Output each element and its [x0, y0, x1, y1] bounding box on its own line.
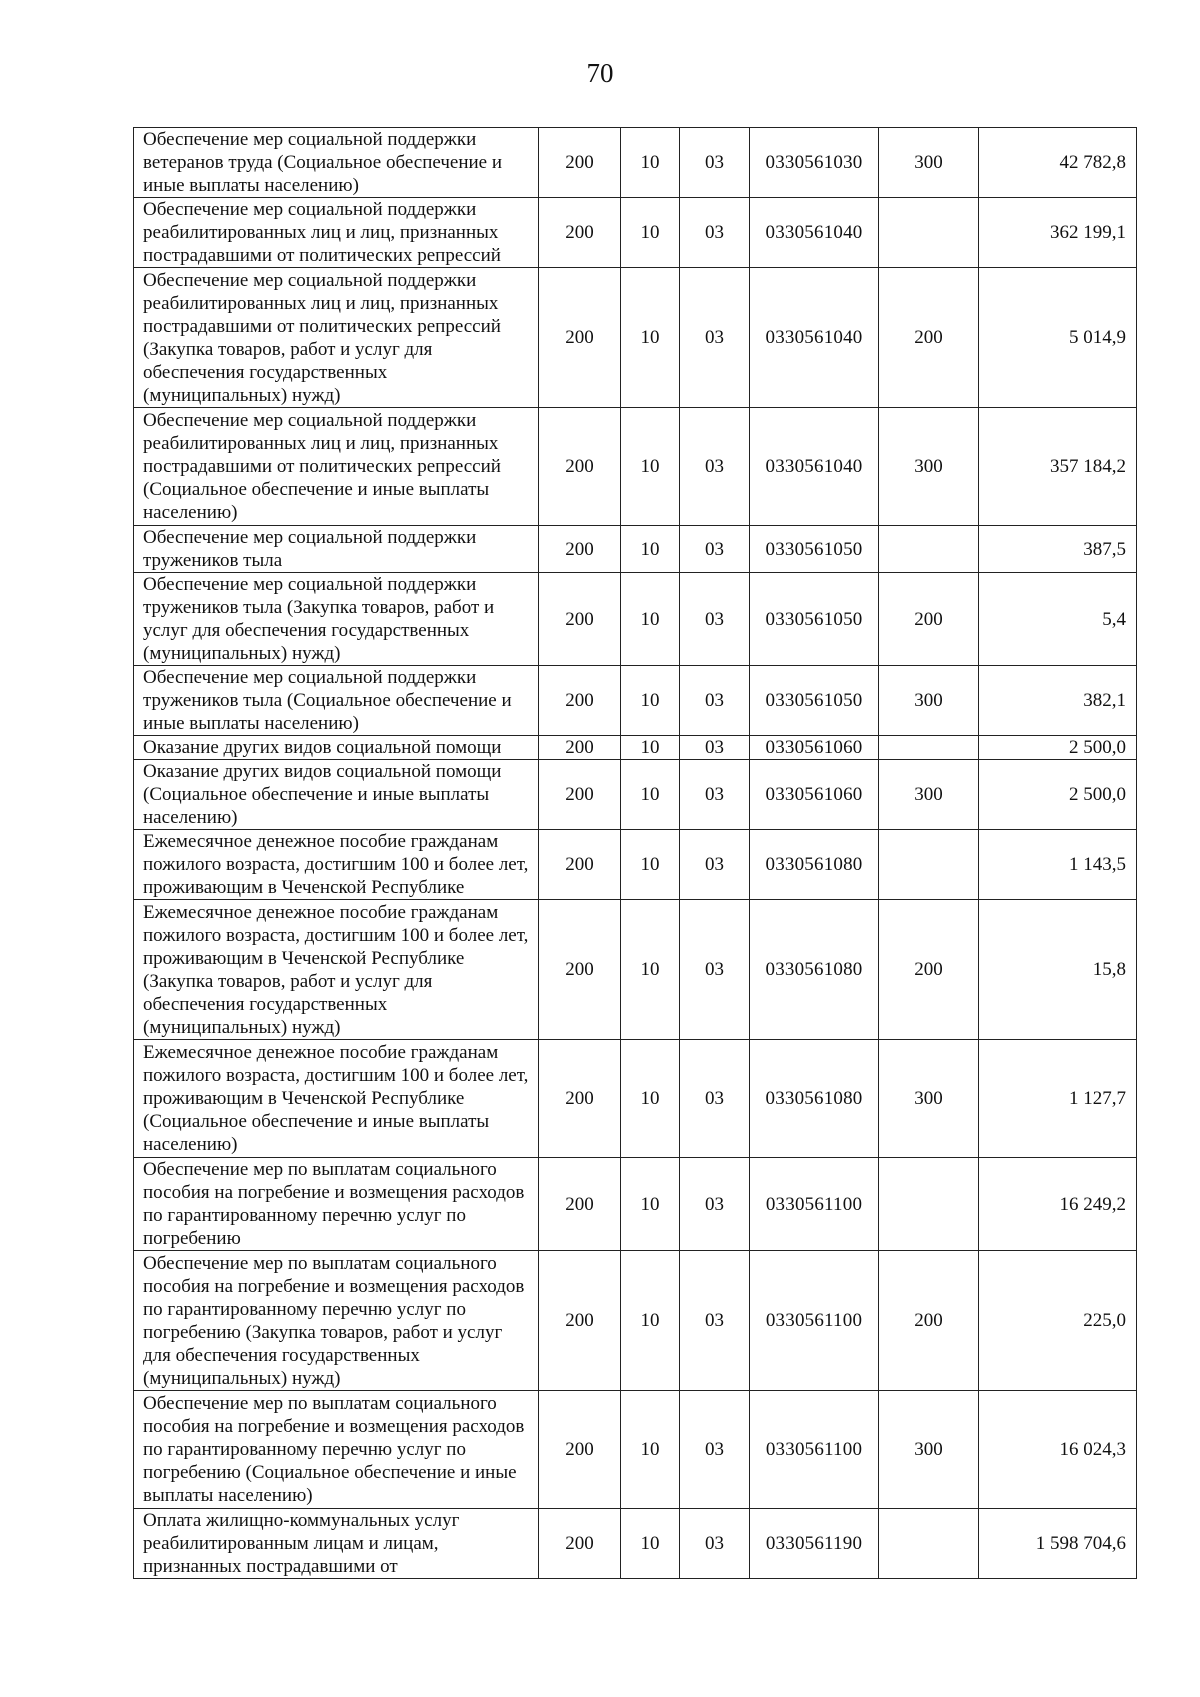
expense-type-cell	[879, 1158, 979, 1251]
table-body	[134, 128, 1137, 1579]
ministry-code-cell: 200	[539, 408, 621, 526]
amount-cell: 362 199,1	[979, 198, 1137, 268]
table-row	[134, 268, 1137, 408]
section-code-cell: 10	[621, 1509, 680, 1579]
section-code-cell: 10	[621, 1251, 680, 1391]
amount-cell: 16 024,3	[979, 1391, 1137, 1509]
amount-cell: 357 184,2	[979, 408, 1137, 526]
ministry-code-cell: 200	[539, 526, 621, 573]
target-article-cell: 0330561050	[750, 573, 879, 666]
expense-name-cell: Ежемесячное денежное пособие гражданам пожилого возраста, достигшим 100 и более лет, проживающим в Чеченской Республике (Закупка товаров, работ и услуг для обеспечения государственных (муниципальных) нужд)	[134, 900, 539, 1040]
expense-name-cell: Обеспечение мер по выплатам социального пособия на погребение и возмещения расходов по гарантированному перечню услуг по погребению (Социальное обеспечение и иные выплаты населению)	[134, 1391, 539, 1509]
subsection-code-cell: 03	[680, 128, 750, 198]
subsection-code-cell: 03	[680, 1391, 750, 1509]
subsection-code-cell: 03	[680, 526, 750, 573]
ministry-code-cell: 200	[539, 666, 621, 736]
amount-cell: 1 127,7	[979, 1040, 1137, 1158]
expense-name-cell: Обеспечение мер социальной поддержки ветеранов труда (Социальное обеспечение и иные выплаты населению)	[134, 128, 539, 198]
table-row	[134, 736, 1137, 760]
ministry-code-cell: 200	[539, 900, 621, 1040]
subsection-code-cell: 03	[680, 736, 750, 760]
amount-cell: 2 500,0	[979, 736, 1137, 760]
ministry-code-cell: 200	[539, 1391, 621, 1509]
section-code-cell: 10	[621, 736, 680, 760]
expense-type-cell: 300	[879, 408, 979, 526]
table-row	[134, 573, 1137, 666]
section-code-cell: 10	[621, 1040, 680, 1158]
amount-cell: 42 782,8	[979, 128, 1137, 198]
amount-cell: 15,8	[979, 900, 1137, 1040]
table-row	[134, 666, 1137, 736]
ministry-code-cell: 200	[539, 268, 621, 408]
expense-name-cell: Обеспечение мер социальной поддержки тружеников тыла	[134, 526, 539, 573]
expense-type-cell	[879, 830, 979, 900]
subsection-code-cell: 03	[680, 268, 750, 408]
expense-name-cell: Обеспечение мер социальной поддержки тружеников тыла (Социальное обеспечение и иные выплаты населению)	[134, 666, 539, 736]
expense-type-cell: 300	[879, 1040, 979, 1158]
target-article-cell: 0330561040	[750, 198, 879, 268]
target-article-cell: 0330561060	[750, 760, 879, 830]
table-row	[134, 128, 1137, 198]
target-article-cell: 0330561100	[750, 1251, 879, 1391]
table-row	[134, 198, 1137, 268]
expense-name-cell: Оплата жилищно-коммунальных услуг реабилитированным лицам и лицам, признанных пострадавшими от	[134, 1509, 539, 1579]
table-row	[134, 1509, 1137, 1579]
section-code-cell: 10	[621, 666, 680, 736]
amount-cell: 5,4	[979, 573, 1137, 666]
subsection-code-cell: 03	[680, 900, 750, 1040]
table-row	[134, 900, 1137, 1040]
table-row	[134, 1158, 1137, 1251]
section-code-cell: 10	[621, 1158, 680, 1251]
expense-type-cell: 200	[879, 900, 979, 1040]
target-article-cell: 0330561040	[750, 408, 879, 526]
amount-cell: 16 249,2	[979, 1158, 1137, 1251]
amount-cell: 382,1	[979, 666, 1137, 736]
amount-cell: 2 500,0	[979, 760, 1137, 830]
target-article-cell: 0330561100	[750, 1391, 879, 1509]
ministry-code-cell: 200	[539, 573, 621, 666]
table-row	[134, 1391, 1137, 1509]
section-code-cell: 10	[621, 128, 680, 198]
ministry-code-cell: 200	[539, 198, 621, 268]
expense-name-cell: Обеспечение мер социальной поддержки реабилитированных лиц и лиц, признанных пострадавшими от политических репрессий	[134, 198, 539, 268]
expense-type-cell: 200	[879, 268, 979, 408]
expense-name-cell: Ежемесячное денежное пособие гражданам пожилого возраста, достигшим 100 и более лет, проживающим в Чеченской Республике	[134, 830, 539, 900]
subsection-code-cell: 03	[680, 1040, 750, 1158]
ministry-code-cell: 200	[539, 128, 621, 198]
expense-type-cell	[879, 526, 979, 573]
expense-type-cell	[879, 736, 979, 760]
subsection-code-cell: 03	[680, 408, 750, 526]
expense-type-cell	[879, 1509, 979, 1579]
budget-table	[133, 127, 1137, 1579]
subsection-code-cell: 03	[680, 666, 750, 736]
subsection-code-cell: 03	[680, 198, 750, 268]
table-row	[134, 830, 1137, 900]
expense-type-cell: 200	[879, 1251, 979, 1391]
target-article-cell: 0330561100	[750, 1158, 879, 1251]
amount-cell: 225,0	[979, 1251, 1137, 1391]
expense-type-cell: 200	[879, 573, 979, 666]
expense-name-cell: Обеспечение мер социальной поддержки реабилитированных лиц и лиц, признанных пострадавшими от политических репрессий (Социальное обеспечение и иные выплаты населению)	[134, 408, 539, 526]
expense-type-cell: 300	[879, 1391, 979, 1509]
expense-type-cell: 300	[879, 760, 979, 830]
section-code-cell: 10	[621, 198, 680, 268]
section-code-cell: 10	[621, 526, 680, 573]
section-code-cell: 10	[621, 573, 680, 666]
table-row	[134, 760, 1137, 830]
expense-name-cell: Обеспечение мер социальной поддержки реабилитированных лиц и лиц, признанных пострадавшими от политических репрессий (Закупка товаров, работ и услуг для обеспечения государственных (муниципальных) нужд)	[134, 268, 539, 408]
expense-name-cell: Обеспечение мер социальной поддержки тружеников тыла (Закупка товаров, работ и услуг для обеспечения государственных (муниципальных) нужд)	[134, 573, 539, 666]
section-code-cell: 10	[621, 268, 680, 408]
target-article-cell: 0330561080	[750, 830, 879, 900]
section-code-cell: 10	[621, 1391, 680, 1509]
target-article-cell: 0330561190	[750, 1509, 879, 1579]
ministry-code-cell: 200	[539, 1509, 621, 1579]
ministry-code-cell: 200	[539, 1158, 621, 1251]
target-article-cell: 0330561050	[750, 526, 879, 573]
target-article-cell: 0330561050	[750, 666, 879, 736]
section-code-cell: 10	[621, 830, 680, 900]
amount-cell: 1 598 704,6	[979, 1509, 1137, 1579]
subsection-code-cell: 03	[680, 573, 750, 666]
expense-name-cell: Оказание других видов социальной помощи (Социальное обеспечение и иные выплаты населению)	[134, 760, 539, 830]
amount-cell: 1 143,5	[979, 830, 1137, 900]
ministry-code-cell: 200	[539, 830, 621, 900]
page-number: 70	[586, 58, 614, 88]
subsection-code-cell: 03	[680, 830, 750, 900]
amount-cell: 5 014,9	[979, 268, 1137, 408]
ministry-code-cell: 200	[539, 736, 621, 760]
expense-type-cell: 300	[879, 666, 979, 736]
ministry-code-cell: 200	[539, 760, 621, 830]
expense-name-cell: Обеспечение мер по выплатам социального пособия на погребение и возмещения расходов по гарантированному перечню услуг по погребению	[134, 1158, 539, 1251]
ministry-code-cell: 200	[539, 1251, 621, 1391]
target-article-cell: 0330561030	[750, 128, 879, 198]
target-article-cell: 0330561060	[750, 736, 879, 760]
expense-name-cell: Обеспечение мер по выплатам социального пособия на погребение и возмещения расходов по гарантированному перечню услуг по погребению (Закупка товаров, работ и услуг для обеспечения государственных (муниципальных) нужд)	[134, 1251, 539, 1391]
expense-type-cell: 300	[879, 128, 979, 198]
table-row	[134, 408, 1137, 526]
expense-type-cell	[879, 198, 979, 268]
expense-name-cell: Ежемесячное денежное пособие гражданам пожилого возраста, достигшим 100 и более лет, проживающим в Чеченской Республике (Социальное обеспечение и иные выплаты населению)	[134, 1040, 539, 1158]
section-code-cell: 10	[621, 760, 680, 830]
subsection-code-cell: 03	[680, 1509, 750, 1579]
subsection-code-cell: 03	[680, 1158, 750, 1251]
expense-name-cell: Оказание других видов социальной помощи	[134, 736, 539, 760]
target-article-cell: 0330561040	[750, 268, 879, 408]
ministry-code-cell: 200	[539, 1040, 621, 1158]
target-article-cell: 0330561080	[750, 900, 879, 1040]
amount-cell: 387,5	[979, 526, 1137, 573]
target-article-cell: 0330561080	[750, 1040, 879, 1158]
section-code-cell: 10	[621, 408, 680, 526]
subsection-code-cell: 03	[680, 760, 750, 830]
table-row	[134, 1040, 1137, 1158]
section-code-cell: 10	[621, 900, 680, 1040]
subsection-code-cell: 03	[680, 1251, 750, 1391]
table-row	[134, 1251, 1137, 1391]
table-row	[134, 526, 1137, 573]
